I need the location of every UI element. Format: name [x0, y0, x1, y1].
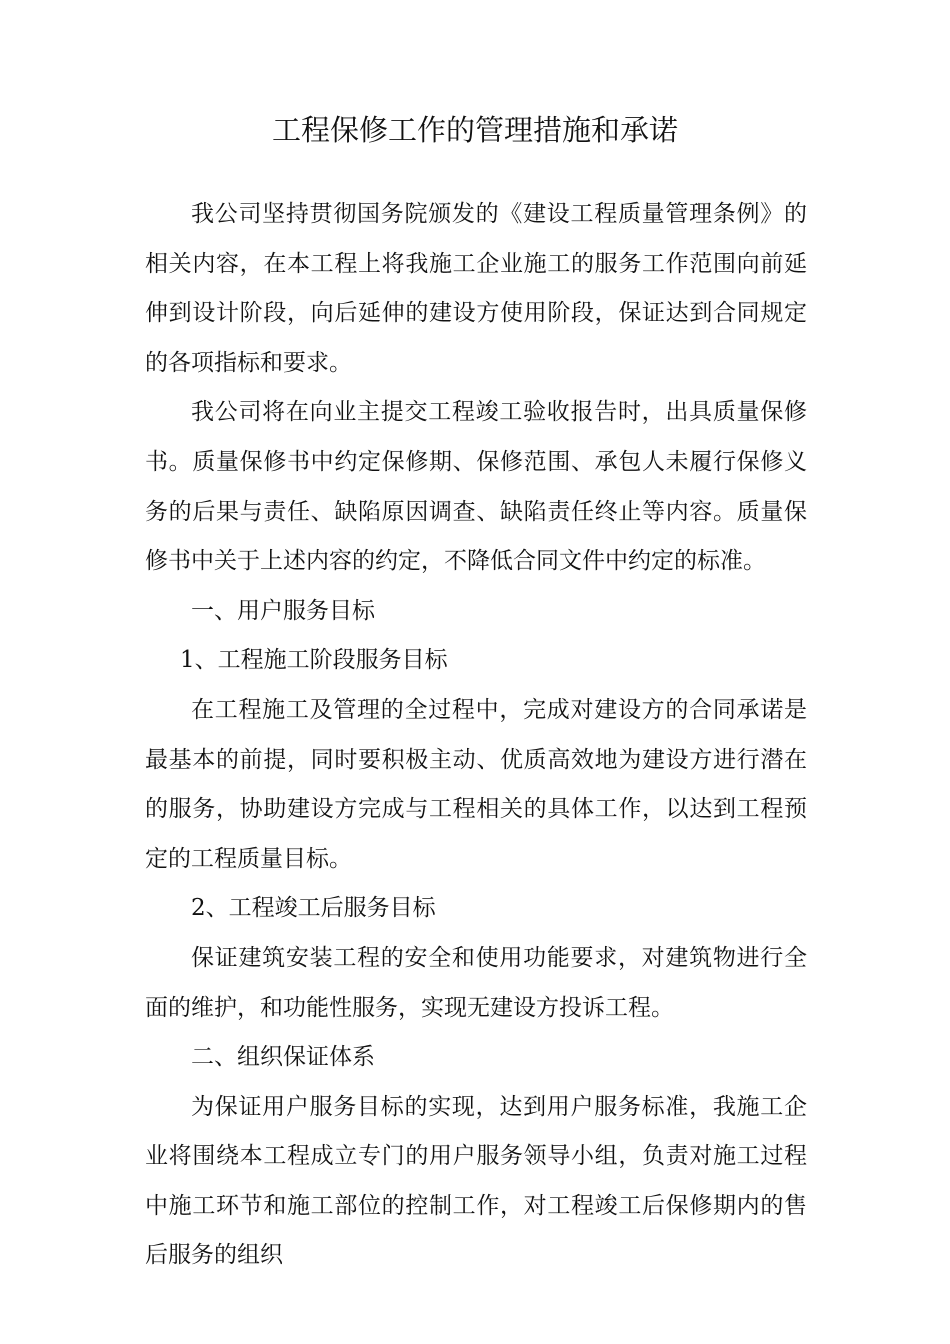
document-title: 工程保修工作的管理措施和承诺	[271, 113, 678, 147]
warranty-paragraph: 我公司将在向业主提交工程竣工验收报告时，出具质量保修书。质量保修书中约定保修期、保修范围、承包人未履行保修义务的后果与责任、缺陷原因调查、缺陷责任终止等内容。质量保修书中关于上述内容的约定，不降低合同文件中约定的标准。	[145, 399, 807, 575]
organization-paragraph: 为保证用户服务目标的实现，达到用户服务标准，我施工企业将围绕本工程成立专门的用户服务领导小组，负责对施工过程中施工环节和施工部位的控制工作，对工程竣工后保修期内的售后服务的组织	[145, 1093, 807, 1269]
construction-phase-paragraph: 在工程施工及管理的全过程中，完成对建设方的合同承诺是最基本的前提，同时要积极主动、优质高效地为建设方进行潜在的服务，协助建设方完成与工程相关的具体工作，以达到工程预定的工程质量目标。	[145, 696, 807, 872]
document-body	[145, 190, 807, 1281]
post-completion-paragraph: 保证建筑安装工程的安全和使用功能要求，对建筑物进行全面的维护，和功能性服务，实现无建设方投诉工程。	[145, 944, 807, 1021]
intro-paragraph: 我公司坚持贯彻国务院颁发的《建设工程质量管理条例》的相关内容，在本工程上将我施工企业施工的服务工作范围向前延伸到设计阶段，向后延伸的建设方使用阶段，保证达到合同规定的各项指标和要求。	[145, 201, 807, 376]
subheading-post-completion: 2、工程竣工后服务目标	[191, 895, 436, 922]
section-heading-organization: 二、组织保证体系	[191, 1044, 375, 1071]
section-heading-service-goals: 一、用户服务目标	[191, 597, 375, 624]
subheading-construction-phase: 1、工程施工阶段服务目标	[180, 647, 448, 674]
